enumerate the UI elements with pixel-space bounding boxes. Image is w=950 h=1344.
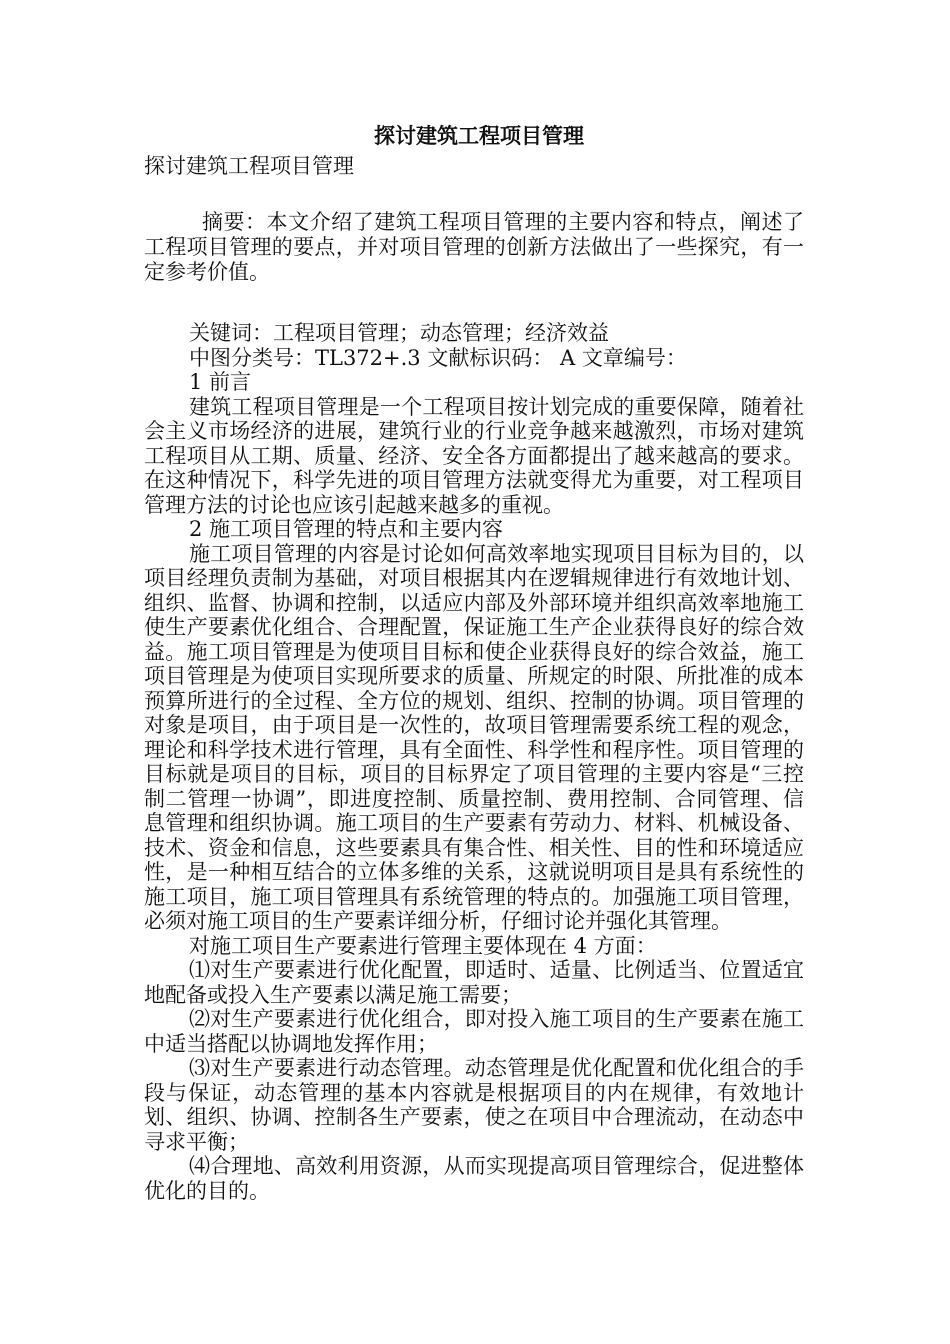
section-2-intro: 对施工项目生产要素进行管理主要体现在 4 方面： — [189, 933, 657, 958]
list-item-1: ⑴对生产要素进行优化配置，即适时、适量、比例适当、位置适宜地配备或投入生产要素以满足施工需要； — [144, 958, 804, 1007]
list-item-2: ⑵对生产要素进行优化组合，即对投入施工项目的生产要素在施工中适当搭配以协调地发挥作用； — [144, 1007, 804, 1056]
section-2-paragraph: 施工项目管理的内容是讨论如何高效率地实现项目目标为目的，以项目经理负责制为基础，对项目根据其内在逻辑规律进行有效地计划、组织、监督、协调和控制，以适应内部及外部环境并组织高效率地施工使生产要素优化组合、合理配置，保证施工生产企业获得良好的综合效益。施工项目管理是为使项目目标和使企业获得良好的综合效益，施工项目管理是为使项目实现所要求的质量、所规定的时限、所批准的成本预算所进行的全过程、全方位的规划、组织、控制的协调。项目管理的对象是项目，由于项目是一次性的，故项目管理需要系统工程的观念，理论和科学技术进行管理，具有全面性、科学性和程序性。项目管理的目标就是项目的目标，项目的目标界定了项目管理的主要内容是“三控制二管理一协调”，即进度控制、质量控制、费用控制、合同管理、信息管理和组织协调。施工项目的生产要素有劳动力、材料、机械设备、技术、资金和信息，这些要素具有集合性、相关性、目的性和环境适应性，是一种相互结合的立体多维的关系，这就说明项目是具有系统性的施工项目，施工项目管理具有系统管理的特点的。加强施工项目管理，必须对施工项目的生产要素详细分析，仔细讨论并强化其管理。 — [144, 541, 804, 933]
section-1-heading: 1 前言 — [189, 370, 252, 394]
abstract-paragraph: 摘要：本文介绍了建筑工程项目管理的主要内容和特点，阐述了工程项目管理的要点，并对项目管理的创新方法做出了一些探究，有一定参考价值。 — [144, 210, 804, 284]
list-item-4: ⑷合理地、高效利用资源，从而实现提高项目管理综合，促进整体优化的目的。 — [144, 1154, 804, 1203]
document-body — [144, 120, 804, 1203]
document-subtitle: 探讨建筑工程项目管理 — [144, 154, 354, 178]
document-title: 探讨建筑工程项目管理 — [374, 123, 584, 148]
section-2-heading: 2 施工项目管理的特点和主要内容 — [189, 517, 504, 541]
classification-line: 中图分类号：TL372+.3 文献标识码： A 文章编号： — [189, 345, 687, 370]
list-item-3: ⑶对生产要素进行动态管理。动态管理是优化配置和优化组合的手段与保证，动态管理的基本内容就是根据项目的内在规律，有效地计划、组织、协调、控制各生产要素，使之在项目中合理流动，在动态中寻求平衡； — [144, 1056, 804, 1154]
section-1-paragraph: 建筑工程项目管理是一个工程项目按计划完成的重要保障，随着社会主义市场经济的进展，建筑行业的行业竞争越来越激烈，市场对建筑工程项目从工期、质量、经济、安全各方面都提出了越来越高的要求。在这种情况下，科学先进的项目管理方法就变得尤为重要，对工程项目管理方法的讨论也应该引起越来越多的重视。 — [144, 394, 804, 517]
keywords-line: 关键词：工程项目管理；动态管理；经济效益 — [189, 321, 609, 345]
